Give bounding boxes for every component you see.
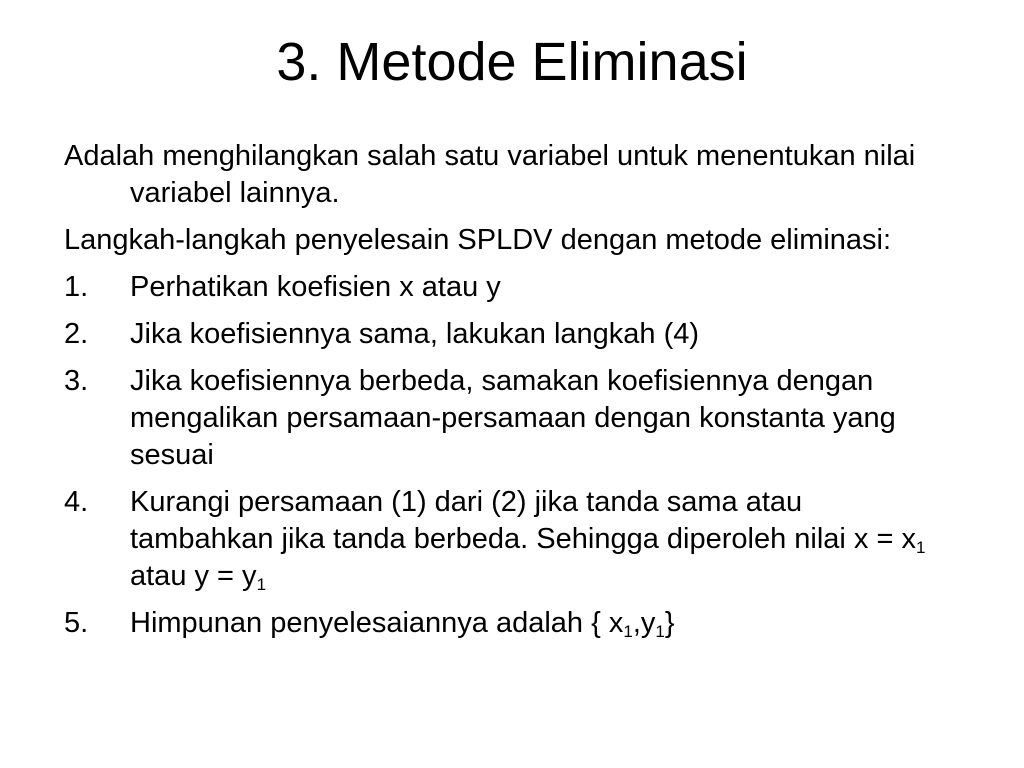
- step-number: 5.: [64, 607, 89, 639]
- step-text: [130, 486, 925, 592]
- step-item-4: [64, 484, 944, 595]
- step-text-end: }: [664, 607, 675, 639]
- step-text-mid: atau y = y: [130, 560, 257, 592]
- step-item-1: [64, 269, 944, 306]
- step-item-5: [64, 605, 944, 642]
- step-text: Jika koefisiennya berbeda, samakan koefisiennya dengan mengalikan persamaan-persamaan dengan konstanta yang sesuai: [130, 365, 896, 471]
- subscript: 1: [655, 622, 665, 641]
- subscript: 1: [623, 622, 633, 641]
- intro-paragraph: Adalah menghilangkan salah satu variabel untuk menentukan nilai variabel lainnya.: [64, 140, 916, 209]
- step-item-3: [64, 363, 944, 474]
- subscript: 1: [915, 538, 926, 557]
- steps-heading: Langkah-langkah penyelesain SPLDV dengan metode eliminasi:: [64, 224, 892, 256]
- step-number: 1.: [64, 271, 89, 303]
- step-number: 4.: [64, 486, 89, 518]
- step-text: Jika koefisiennya sama, lakukan langkah (4): [130, 318, 700, 350]
- step-text: Perhatikan koefisien x atau y: [130, 271, 501, 303]
- step-item-2: [64, 316, 944, 353]
- step-number: 2.: [64, 318, 89, 350]
- slide-title: 3. Metode Eliminasi: [276, 32, 748, 92]
- step-number: 3.: [64, 365, 89, 397]
- step-text: [130, 607, 675, 639]
- slide-body: [64, 138, 944, 652]
- step-text-main: Kurangi persamaan (1) dari (2) jika tanda sama atau tambahkan jika tanda berbeda. Sehingga diperoleh nilai x = x: [130, 486, 916, 555]
- step-text-main: Himpunan penyelesaiannya adalah { x: [130, 607, 624, 639]
- subscript: 1: [256, 575, 267, 594]
- step-text-mid: ,y: [632, 607, 656, 639]
